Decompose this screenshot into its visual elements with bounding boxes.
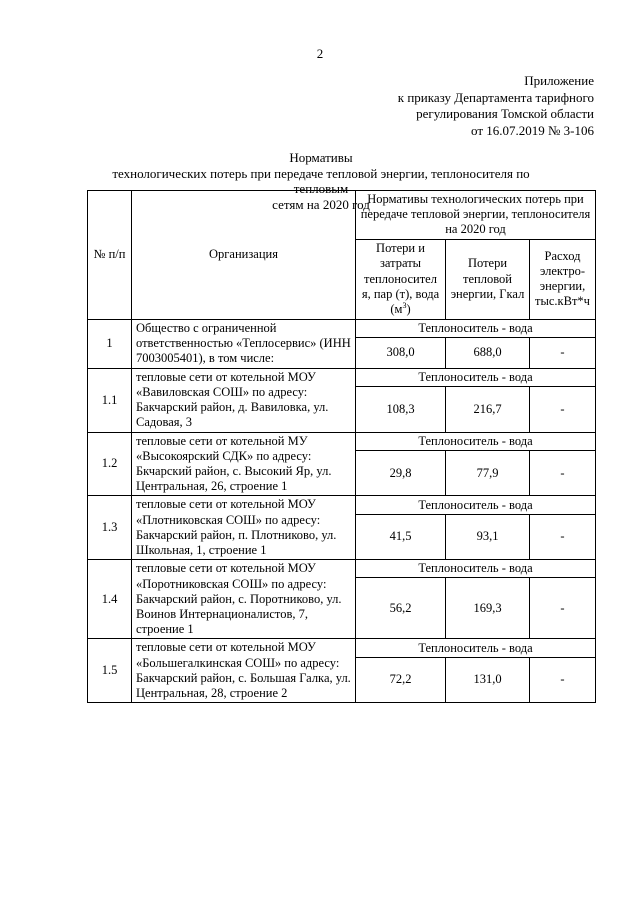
row-coolant-losses: 108,3 — [356, 387, 446, 432]
row-coolant-losses: 41,5 — [356, 514, 446, 559]
page-number: 2 — [316, 46, 324, 61]
appendix-line: от 16.07.2019 № 3-106 — [471, 122, 594, 138]
appendix-block — [398, 73, 594, 139]
row-coolant-losses: 29,8 — [356, 451, 446, 496]
row-electricity: - — [530, 451, 596, 496]
row-electricity: - — [530, 514, 596, 559]
norms-table — [87, 190, 596, 703]
row-heat-losses: 216,7 — [446, 387, 530, 432]
row-number: 1 — [88, 319, 132, 368]
row-organization: тепловые сети от котельной МОУ «Большегалкинская СОШ» по адресу: Бакчарский район, с. Большая Галка, ул. Центральная, 28, строение 2 — [132, 639, 356, 703]
row-number: 1.2 — [88, 432, 132, 496]
table-row — [88, 560, 596, 578]
row-medium: Теплоноситель - вода — [356, 496, 596, 514]
row-number: 1.4 — [88, 560, 132, 639]
table-row — [88, 496, 596, 514]
table-row — [88, 368, 596, 386]
row-medium: Теплоноситель - вода — [356, 319, 596, 337]
row-heat-losses: 688,0 — [446, 337, 530, 368]
row-electricity: - — [530, 337, 596, 368]
header-norms-group: Нормативы технологических потерь при передаче тепловой энергии, теплоносителя на 2020 год — [356, 191, 596, 240]
row-medium: Теплоноситель - вода — [356, 560, 596, 578]
row-medium: Теплоноситель - вода — [356, 432, 596, 450]
row-coolant-losses: 308,0 — [356, 337, 446, 368]
row-heat-losses: 169,3 — [446, 578, 530, 639]
table-row — [88, 432, 596, 450]
appendix-line: Приложение — [524, 73, 594, 88]
row-organization: тепловые сети от котельной МОУ «Вавиловская СОШ» по адресу: Бакчарский район, д. Вавиловка, ул. Садовая, 3 — [132, 368, 356, 432]
header-unit-superscript: 3 — [402, 300, 407, 310]
title-line: Нормативы — [289, 150, 353, 165]
appendix-line: регулирования Томской области — [416, 106, 594, 121]
row-heat-losses: 131,0 — [446, 657, 530, 702]
row-medium: Теплоноситель - вода — [356, 368, 596, 386]
row-medium: Теплоноситель - вода — [356, 639, 596, 657]
header-coolant-losses-tail: ) — [406, 301, 411, 316]
appendix-line: к приказу Департамента тарифного — [397, 89, 594, 105]
row-organization: Общество с ограниченной ответственностью «Теплосервис» (ИНН 7003005401), в том числе: — [132, 319, 356, 368]
header-organization: Организация — [132, 191, 356, 320]
header-heat-losses: Потери тепловой энергии, Гкал — [446, 239, 530, 319]
row-coolant-losses: 56,2 — [356, 578, 446, 639]
row-electricity: - — [530, 387, 596, 432]
row-number: 1.1 — [88, 368, 132, 432]
row-number: 1.5 — [88, 639, 132, 703]
row-electricity: - — [530, 657, 596, 702]
row-electricity: - — [530, 578, 596, 639]
row-organization: тепловые сети от котельной МУ «Высокоярский СДК» по адресу: Бкчарский район, с. Высокий Яр, ул. Центральная, 26, строение 1 — [132, 432, 356, 496]
header-coolant-losses — [356, 239, 446, 319]
row-organization: тепловые сети от котельной МОУ «Плотниковская СОШ» по адресу: Бакчарский район, п. Плотниково, ул. Школьная, 1, строение 1 — [132, 496, 356, 560]
header-electricity: Расход электро-энергии, тыс.кВт*ч — [530, 239, 596, 319]
header-coolant-losses-text: Потери и затраты теплоносител я, пар (т), вода (м — [361, 241, 440, 316]
row-heat-losses: 93,1 — [446, 514, 530, 559]
title-line: сетям на 2020 год — [272, 196, 370, 212]
row-coolant-losses: 72,2 — [356, 657, 446, 702]
header-number: № п/п — [88, 191, 132, 320]
row-heat-losses: 77,9 — [446, 451, 530, 496]
table-row — [88, 319, 596, 337]
table-row — [88, 639, 596, 657]
title-line: технологических потерь при передаче тепловой энергии, теплоносителя по тепловым — [112, 165, 530, 196]
row-number: 1.3 — [88, 496, 132, 560]
row-organization: тепловые сети от котельной МОУ «Поротниковская СОШ» по адресу: Бакчарский район, с. Поротниково, ул. Воинов Интернационалистов, 7, строение 1 — [132, 560, 356, 639]
